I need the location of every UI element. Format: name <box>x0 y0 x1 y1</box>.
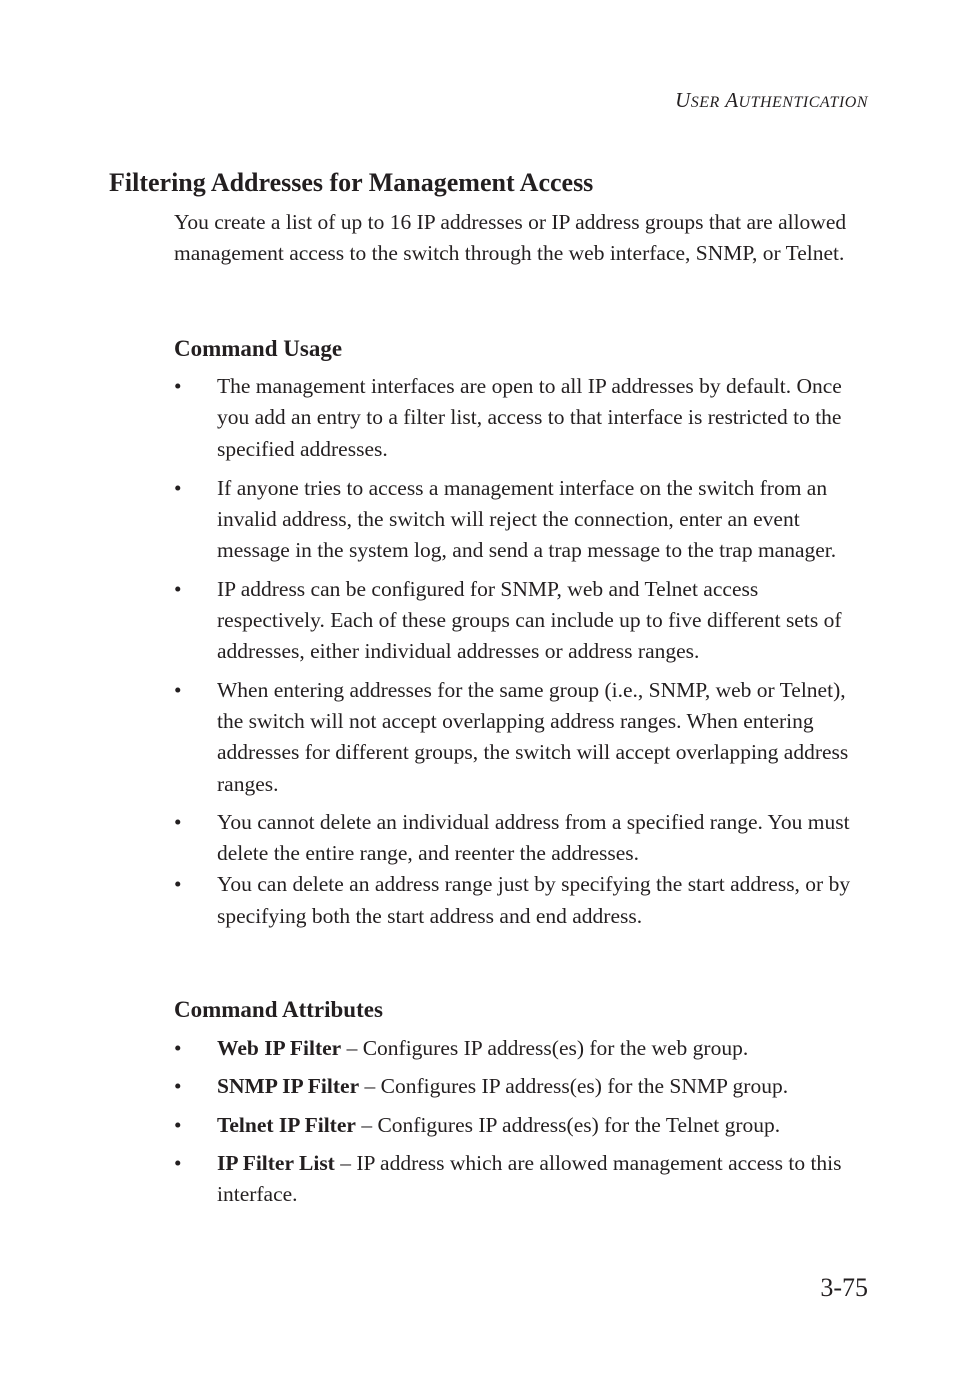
usage-item-text: The management interfaces are open to all IP addresses by default. Once you add an entry to a filter list, access to that interface is restricted to the specified addresses. <box>217 374 842 461</box>
bullet-icon: • <box>174 872 182 897</box>
intro-paragraph: You create a list of up to 16 IP addresses or IP address groups that are allowed management access to the switch through the web interface, SNMP, or Telnet. <box>174 210 847 266</box>
command-attributes-heading: Command Attributes <box>174 997 383 1022</box>
bullet-icon: • <box>174 374 182 398</box>
command-usage-list <box>174 371 869 932</box>
command-attributes-list <box>174 1033 869 1210</box>
attribute-desc: – Configures IP address(es) for the Telnet group. <box>355 1112 781 1137</box>
running-header <box>675 88 868 113</box>
attribute-term: Web IP Filter <box>217 1036 342 1060</box>
attribute-desc: – IP address which are allowed management access to this interface. <box>217 1150 842 1207</box>
attribute-term: Telnet IP Filter <box>217 1112 356 1137</box>
bullet-icon: • <box>174 809 182 834</box>
attribute-term: IP Filter List <box>217 1150 335 1175</box>
bullet-icon: • <box>174 1112 182 1137</box>
usage-item-text: If anyone tries to access a management interface on the switch from an invalid address, the switch will reject the connection, enter an event message in the system log, and send a trap message to the trap manager. <box>217 475 837 563</box>
bullet-icon: • <box>174 475 182 500</box>
usage-item <box>174 807 869 870</box>
usage-item-text: IP address can be configured for SNMP, web and Telnet access respectively. Each of these groups can include up to five different sets of addresses, either individual addresses or address ranges. <box>217 576 842 664</box>
attribute-item <box>174 1071 869 1102</box>
usage-item <box>174 574 869 668</box>
running-header-rest-1: SER <box>690 94 720 111</box>
bullet-icon: • <box>174 1150 182 1175</box>
attribute-desc: – Configures IP address(es) for the web group. <box>341 1036 749 1060</box>
attribute-item <box>174 1148 869 1211</box>
bullet-icon: • <box>174 1074 182 1099</box>
page-number: 3-75 <box>820 1273 868 1302</box>
command-usage-heading: Command Usage <box>174 336 343 361</box>
attribute-term: SNMP IP Filter <box>217 1074 360 1099</box>
running-header-initial-1: U <box>675 88 691 112</box>
usage-item <box>174 675 869 800</box>
usage-item-text: You cannot delete an individual address from a specified range. You must delete the entire range, and reenter the addresses. <box>217 809 850 866</box>
usage-item-text: When entering addresses for the same group (i.e., SNMP, web or Telnet), the switch will not accept overlapping address ranges. When entering addresses for different groups, the switch will accept overlapping address ranges. <box>217 677 849 796</box>
attribute-item <box>174 1110 869 1141</box>
bullet-icon: • <box>174 677 182 702</box>
running-header-initial-2: A <box>725 88 739 112</box>
running-header-rest-2: UTHENTICATION <box>738 94 868 111</box>
usage-item-text: You can delete an address range just by specifying the start address, or by specifying both the start address and end address. <box>217 872 851 928</box>
bullet-icon: • <box>174 1036 182 1060</box>
attribute-item <box>174 1033 869 1064</box>
attribute-desc: – Configures IP address(es) for the SNMP group. <box>359 1074 789 1099</box>
usage-item <box>174 371 869 465</box>
usage-item <box>174 869 869 932</box>
bullet-icon: • <box>174 576 182 601</box>
usage-item <box>174 473 869 567</box>
section-title: Filtering Addresses for Management Access <box>109 168 594 197</box>
